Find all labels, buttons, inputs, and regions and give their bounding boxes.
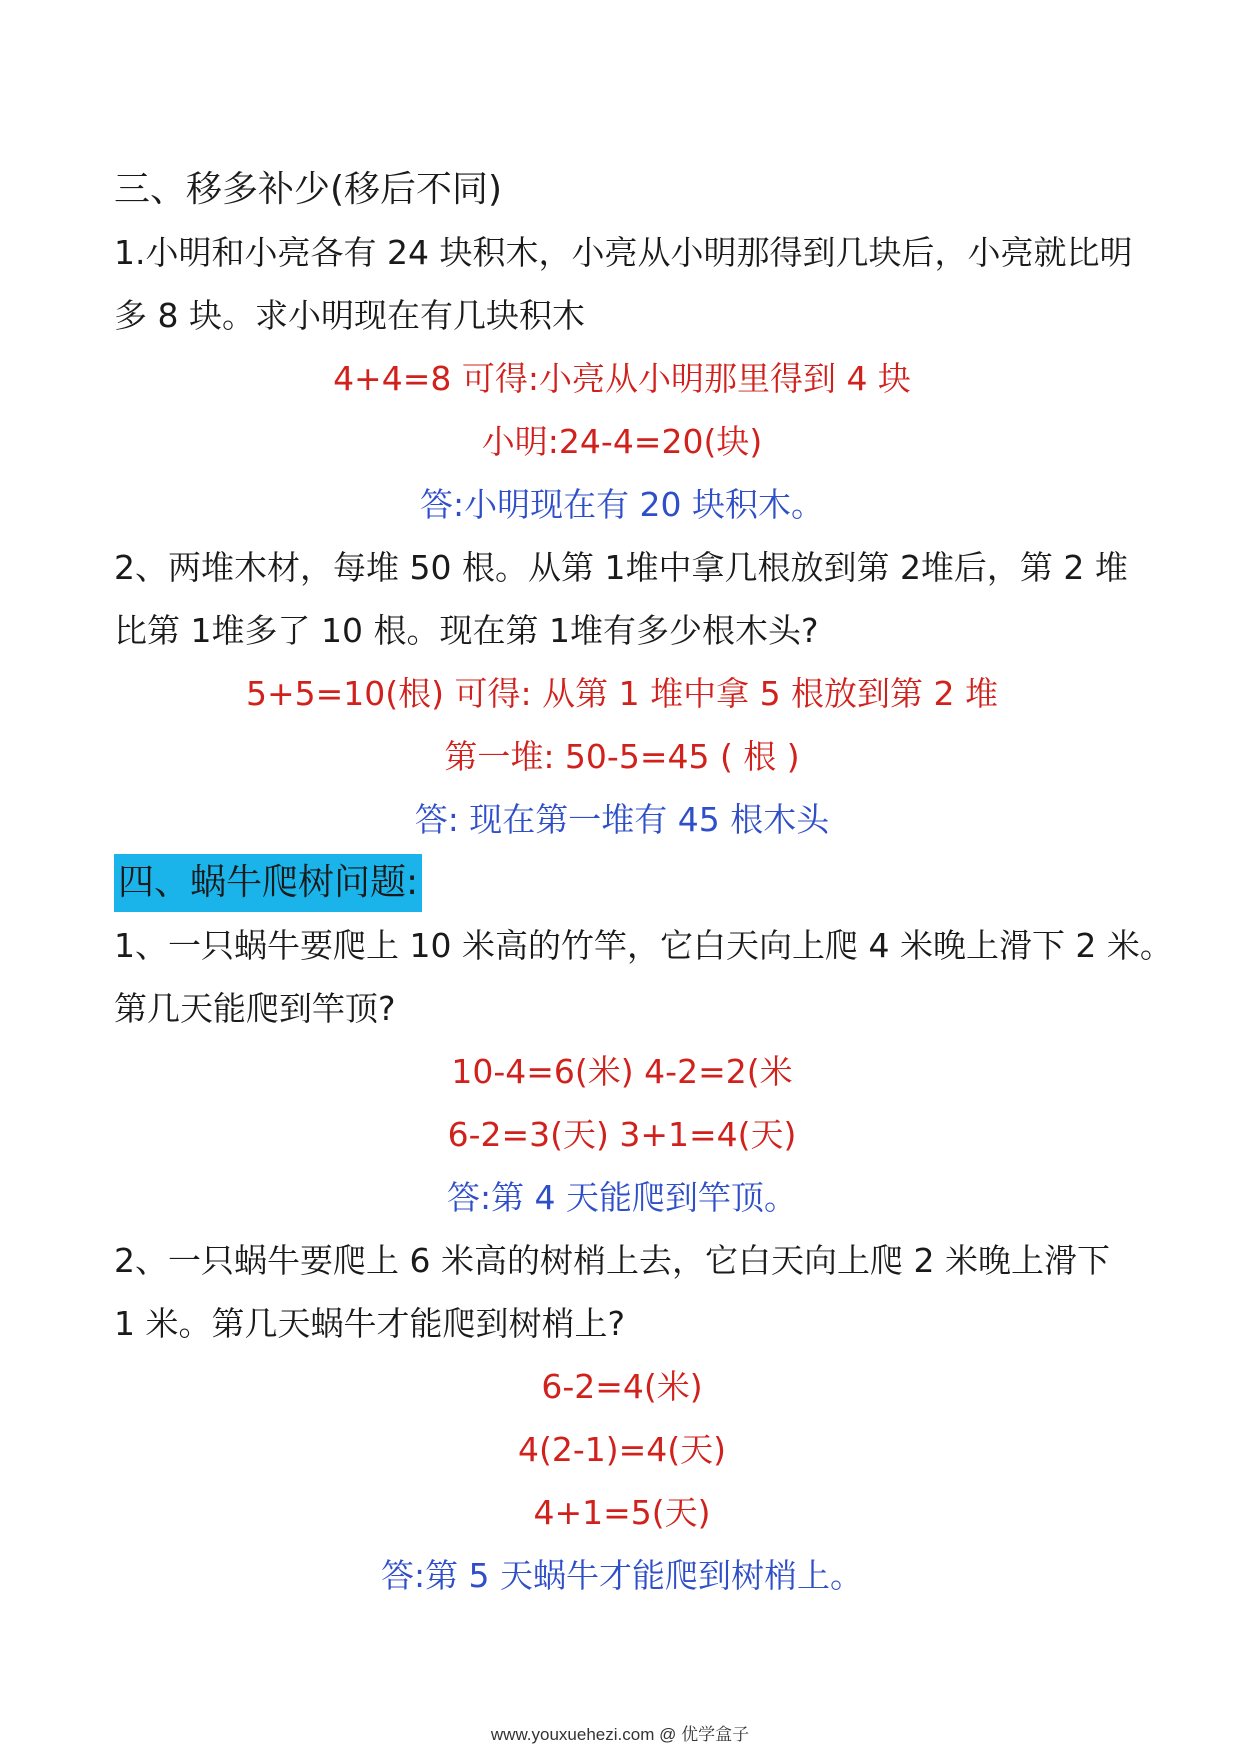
section3-q2-line2: 比第 1堆多了 10 根。现在第 1堆有多少根木头? — [114, 611, 819, 650]
section4-q2-solution-3: 4+1=5(天) — [533, 1493, 711, 1532]
section3-q2-line1: 2、两堆木材，每堆 50 根。从第 1堆中拿几根放到第 2堆后，第 2 堆 — [114, 548, 1128, 587]
section4-q1-solution-2: 6-2=3(天) 3+1=4(天) — [447, 1115, 797, 1154]
section4-q2-line2: 1 米。第几天蜗牛才能爬到树梢上? — [114, 1304, 626, 1343]
section4-q1-answer: 答:第 4 天能爬到竿顶。 — [446, 1178, 798, 1217]
section4-q2-line1: 2、一只蜗牛要爬上 6 米高的树梢上去，它白天向上爬 2 米晚上滑下 — [114, 1241, 1110, 1280]
section4-q1-solution-1: 10-4=6(米) 4-2=2(米 — [451, 1052, 793, 1091]
section3-q1-line1: 1.小明和小亮各有 24 块积木，小亮从小明那得到几块后，小亮就比明 — [114, 233, 1133, 272]
section3-title: 三、移多补少(移后不同) — [114, 169, 503, 210]
section4-title: 四、蜗牛爬树问题: — [114, 854, 422, 912]
section4-q2-solution-2: 4(2-1)=4(天) — [517, 1430, 727, 1469]
section4-q1-line1: 1、一只蜗牛要爬上 10 米高的竹竿，它白天向上爬 4 米晚上滑下 2 米。 — [114, 926, 1173, 965]
document-content — [114, 158, 1173, 1607]
section3-q1-answer: 答:小明现在有 20 块积木。 — [419, 485, 825, 524]
section4-q2-answer: 答:第 5 天蜗牛才能爬到树梢上。 — [380, 1556, 864, 1595]
section3-q2-answer: 答: 现在第一堆有 45 根木头 — [414, 800, 830, 839]
section3-q1-line2: 多 8 块。求小明现在有几块积木 — [114, 296, 585, 335]
section4-q2-solution-1: 6-2=4(米) — [541, 1367, 703, 1406]
section4-q1-line2: 第几天能爬到竿顶? — [114, 989, 396, 1028]
section3-q2-solution-2: 第一堆: 50-5=45 ( 根 ) — [444, 737, 800, 776]
footer-watermark: www.youxuehezi.com @ 优学盒子 — [490, 1725, 750, 1744]
section3-q1-solution-2: 小明:24-4=20(块) — [481, 422, 763, 461]
section3-q1-solution-1: 4+4=8 可得:小亮从小明那里得到 4 块 — [333, 359, 911, 398]
section3-q2-solution-1: 5+5=10(根) 可得: 从第 1 堆中拿 5 根放到第 2 堆 — [245, 674, 999, 713]
section4-title-row — [114, 851, 1130, 914]
